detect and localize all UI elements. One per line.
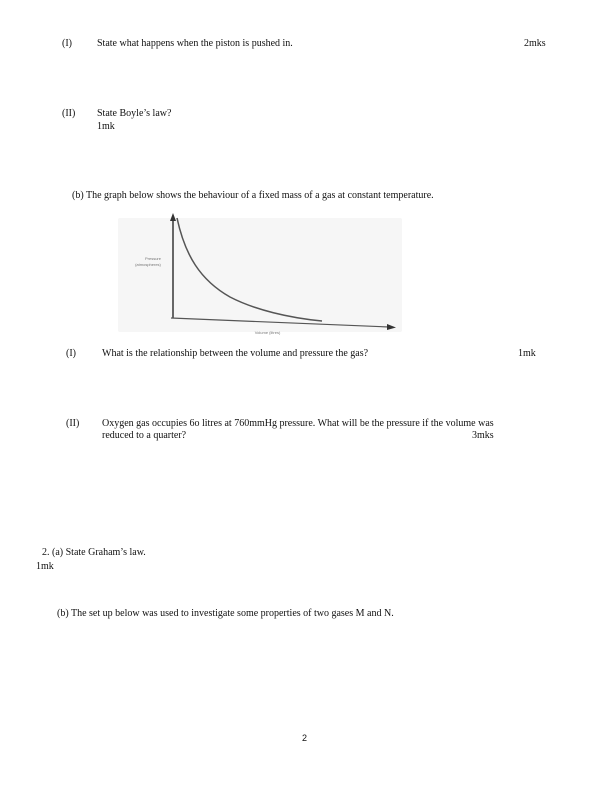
y-axis-label-line1: Pressure: [144, 256, 161, 261]
x-axis-label: Volume (litres): [254, 330, 281, 335]
question-2a-text: 2. (a) State Graham’s law.: [42, 547, 146, 558]
marks-label: 2mks: [524, 38, 546, 49]
question-text-line2: reduced to a quarter?: [102, 430, 187, 441]
x-axis-arrow-icon: [387, 324, 396, 330]
y-axis-arrow-icon: [170, 213, 176, 221]
x-axis: [171, 318, 389, 327]
y-axis-label-line2: (atmospheres): [135, 262, 161, 267]
question-label: (II): [66, 418, 80, 429]
question-text: What is the relationship between the volume and pressure the gas?: [102, 348, 369, 359]
marks-label: 1mk: [518, 348, 536, 359]
pressure-volume-curve: [177, 218, 322, 321]
question-label: (I): [62, 38, 72, 49]
question-label: (II): [62, 108, 76, 119]
marks-label: 1mk: [97, 121, 115, 132]
question-2b-text: (b) The set up below was used to investigate some properties of two gases M and N.: [57, 608, 394, 619]
question-text: State what happens when the piston is pushed in.: [97, 38, 293, 49]
marks-label: 1mk: [36, 561, 54, 572]
page-number: 2: [302, 733, 308, 743]
question-text: State Boyle’s law?: [97, 108, 172, 119]
question-text-line1: Oxygen gas occupies 6o litres at 760mmHg pressure. What will be the pressure if the volume was: [102, 418, 494, 429]
question-label: (I): [66, 348, 76, 359]
question-intro: (b) The graph below shows the behaviour of a fixed mass of a gas at constant temperature.: [72, 190, 434, 201]
marks-label: 3mks: [472, 430, 494, 441]
